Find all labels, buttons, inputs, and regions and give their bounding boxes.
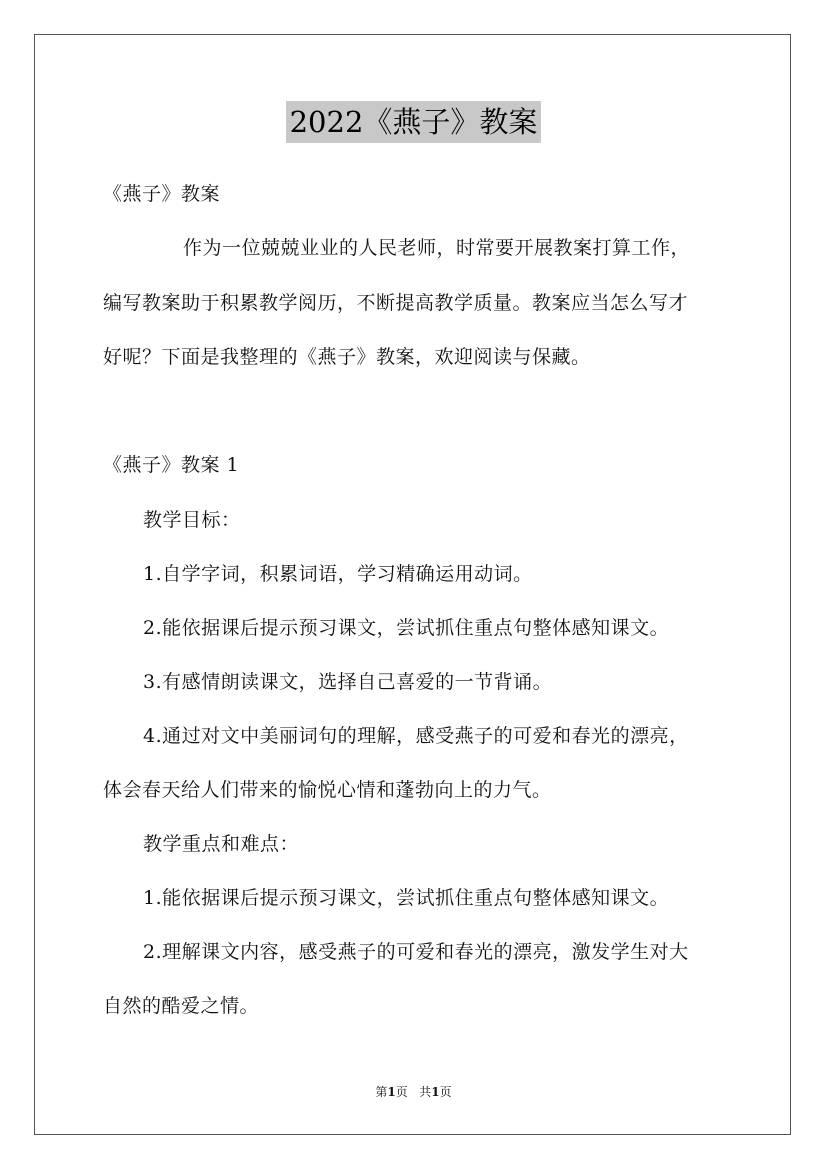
goals-heading: 教学目标：	[143, 509, 241, 531]
footer-page-number: 1	[387, 1085, 396, 1099]
intro-line: 作为一位兢兢业业的人民老师，时常要开展教案打算工作，	[183, 237, 691, 259]
footer-total-prefix: 共	[419, 1085, 432, 1099]
document-title-wrap	[0, 101, 827, 143]
goal-item: 2.能依据课后提示预习课文，尝试抓住重点句整体感知课文。	[143, 617, 670, 639]
footer-total-number: 1	[431, 1085, 440, 1099]
keypoint-item: 2.理解课文内容，感受燕子的可爱和春光的漂亮，激发学生对大	[143, 941, 689, 963]
keypoint-item-continued: 自然的酷爱之情。	[103, 995, 260, 1017]
goal-item: 1.自学字词，积累词语，学习精确运用动词。	[143, 563, 533, 585]
keypoints-heading: 教学重点和难点：	[143, 833, 300, 855]
section-heading: 《燕子》教案 1	[103, 454, 240, 476]
footer-total-suffix: 页	[439, 1085, 452, 1099]
document-subtitle: 《燕子》教案	[103, 183, 221, 205]
keypoint-item: 1.能依据课后提示预习课文，尝试抓住重点句整体感知课文。	[143, 887, 670, 909]
goal-item: 4.通过对文中美丽词句的理解，感受燕子的可爱和春光的漂亮，	[143, 725, 689, 747]
goal-item: 3.有感情朗读课文，选择自己喜爱的一节背诵。	[143, 671, 553, 693]
document-title: 2022《燕子》教案	[286, 101, 542, 143]
footer-page-suffix: 页	[395, 1085, 408, 1099]
intro-line: 好呢？下面是我整理的《燕子》教案，欢迎阅读与保藏。	[103, 346, 591, 368]
page-footer	[0, 1084, 827, 1100]
goal-item-continued: 体会春天给人们带来的愉悦心情和蓬勃向上的力气。	[103, 779, 552, 801]
intro-line: 编写教案助于积累教学阅历，不断提高教学质量。教案应当怎么写才	[103, 292, 689, 314]
footer-page-prefix: 第	[375, 1085, 388, 1099]
